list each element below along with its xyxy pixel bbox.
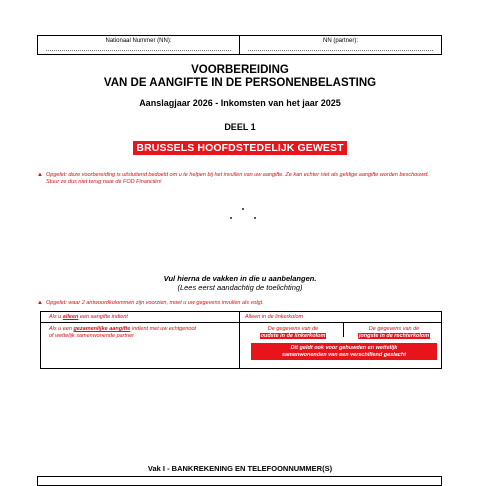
- same-sex-note-line-1: Dit geldt ook voor gehuwden en wettelijk: [290, 345, 398, 351]
- instructions-note: (Lees eerst aandachtig de toelichting): [177, 283, 303, 292]
- same-sex-note-line-2: samenwonenden van een verschillend geslacht: [281, 351, 407, 358]
- row-joint-text: of wettelijk samenwonende partner: [49, 332, 134, 339]
- section-1-box[interactable]: [37, 476, 442, 486]
- nn-label: Nationaal Nummer (NN):: [105, 38, 172, 44]
- nn-field[interactable]: [38, 36, 239, 54]
- decorative-dot: [242, 208, 244, 210]
- left-column-text: De gegevens van de: [267, 326, 319, 332]
- row-single-declaration: [49, 314, 128, 321]
- region-banner: [0, 138, 480, 156]
- nn-input-line[interactable]: [46, 50, 231, 51]
- same-sex-note: [251, 343, 437, 360]
- table-divider: [343, 322, 344, 337]
- table-divider: [239, 312, 240, 368]
- warning-top-line-2: Stuur ze dus niet terug naar de FOD Financiën!: [46, 179, 162, 185]
- row-joint-declaration: [49, 326, 237, 339]
- warning-top: [46, 172, 446, 186]
- nn-partner-label: NN (partner):: [322, 38, 358, 44]
- right-column-rule: [347, 326, 441, 339]
- row-single-emphasis: alleen: [62, 314, 79, 320]
- row-single-text: een aangifte indient: [78, 314, 128, 320]
- row-joint-emphasis: gezamenlijke aangifte: [73, 326, 131, 332]
- section-1-title: Vak I - BANKREKENING EN TELEFOONNUMMER(S): [147, 464, 333, 473]
- region-label: BRUSSELS HOOFDSTEDELIJK GEWEST: [133, 141, 346, 155]
- decorative-dot: [254, 217, 256, 219]
- right-column-text: De gegevens van de: [368, 326, 420, 332]
- answer-columns-table: [40, 311, 442, 369]
- warning-columns: Opgelet: waar 2 antwoordkolommen zijn voorzien, moet u uw gegevens invullen als volgt.: [46, 300, 264, 306]
- row-joint-text: Als u een: [49, 326, 74, 332]
- left-column-label: oudste in de linkerkolom: [260, 332, 326, 339]
- row-joint-text: indient met uw echtgenoot: [130, 326, 197, 332]
- decorative-dot: [230, 217, 232, 219]
- left-column-rule: [253, 326, 333, 339]
- row-single-text: Als u: [49, 314, 63, 320]
- title-line-2: VAN DE AANGIFTE IN DE PERSONENBELASTING: [103, 77, 377, 89]
- national-number-table: [37, 35, 442, 55]
- nn-partner-field[interactable]: [239, 36, 441, 54]
- title-line-1: VOORBEREIDING: [191, 64, 289, 76]
- assessment-year: Aanslagjaar 2026 - Inkomsten van het jaar 2025: [139, 98, 341, 108]
- table-divider: [41, 322, 441, 323]
- part-label: DEEL 1: [224, 122, 256, 132]
- right-column-label: jongste in de rechterkolom: [358, 332, 430, 339]
- warning-icon: ▲: [37, 172, 43, 178]
- warning-top-line-1: Opgelet: deze voorbereiding is uitsluitend bedoeld om u te helpen bij het invullen van uw aangifte. Ze kan echter niet als geldige aangifte worden beschouwd.: [46, 172, 429, 178]
- row-single-instruction: Alleen in de linkerkolom: [245, 314, 304, 320]
- instructions-main: Vul hierna de vakken in die u aanbelangen.: [163, 274, 317, 283]
- warning-icon: ▲: [37, 300, 43, 306]
- nn-partner-input-line[interactable]: [248, 50, 433, 51]
